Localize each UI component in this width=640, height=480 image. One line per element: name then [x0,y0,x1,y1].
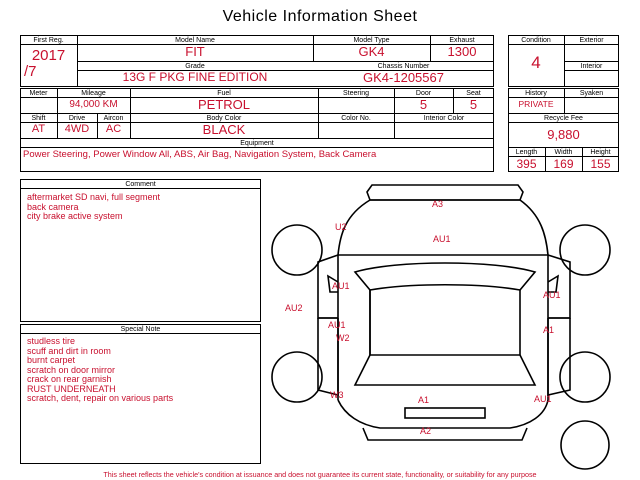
note-line: crack on rear garnish [27,374,112,384]
windshield-outline [355,263,535,290]
damage-mark: AU2 [285,303,303,313]
equipment-label: Equipment [240,140,274,147]
damage-mark: AU1 [332,281,350,291]
roof-outline [370,290,520,355]
history-value: PRIVATE [518,99,554,109]
fuel-value: PETROL [197,97,250,112]
front-bumper-outline [367,185,523,200]
body-color-value: BLACK [202,122,246,137]
model-type-value: GK4 [358,44,385,59]
door-label: Door [415,90,432,97]
damage-mark: A3 [432,199,444,209]
drive-value: 4WD [64,123,90,135]
history-label: History [525,90,547,97]
rear-body-outline [338,400,548,428]
width-value: 169 [553,157,574,171]
shift-label: Shift [31,115,46,122]
recycle-fee-label: Recycle Fee [544,115,583,122]
damage-mark: AU1 [543,290,561,300]
damage-mark: AU1 [328,320,346,330]
wheel-rear-right-icon [560,352,610,402]
mileage-value: 94,000 KM [69,99,118,110]
fuel-label: Fuel [217,90,231,97]
grade-value: 13G F PKG FINE EDITION [122,70,268,84]
damage-mark: W3 [330,390,344,400]
damage-mark: AU1 [534,394,552,404]
damage-mark: A1 [418,395,430,405]
body-color-label: Body Color [206,115,242,122]
wheel-front-right-icon [560,225,610,275]
comment-line: aftermarket SD navi, full segment [27,192,161,202]
height-label: Height [590,149,611,156]
shift-value: AT [31,123,46,135]
model-name-value: FIT [185,44,205,59]
mileage-label: Mileage [81,90,106,97]
seat-value: 5 [469,97,478,112]
spare-tire-icon [561,421,609,469]
rear-window-outline [355,355,535,385]
grade-label: Grade [185,63,205,70]
length-label: Length [515,149,538,156]
car-damage-diagram [268,175,620,470]
damage-mark: A1 [543,325,555,335]
interior-color-label: Interior Color [423,115,465,122]
damage-mark: W2 [336,333,350,343]
width-label: Width [554,149,573,156]
exhaust-value: 1300 [447,44,477,59]
door-value: 5 [419,97,428,112]
page-title: Vehicle Information Sheet [222,8,418,25]
exterior-label: Exterior [579,37,604,44]
drive-label: Drive [68,115,86,122]
special-note-label: Special Note [120,326,161,333]
seat-label: Seat [466,90,481,97]
comment-label: Comment [125,181,156,188]
recycle-fee-value: 9,880 [547,127,580,142]
height-value: 155 [590,157,611,171]
damage-mark: AU1 [433,234,451,244]
exhaust-label: Exhaust [449,37,475,44]
condition-label: Condition [521,37,551,44]
condition-value: 4 [531,53,541,72]
wheel-front-left-icon [272,225,322,275]
note-line: scratch on door mirror [27,364,116,375]
note-line: scratch, dent, repair on various parts [27,393,174,403]
note-line: RUST UNDERNEATH [27,383,116,394]
color-no-label: Color No. [341,115,371,122]
meter-label: Meter [29,90,48,97]
comment-text [27,193,160,222]
syaken-label: Syaken [579,90,604,97]
first-reg-label: First Reg. [33,37,64,44]
wheel-rear-left-icon [272,352,322,402]
comment-line: city brake active system [27,211,123,221]
note-line: scuff and dirt in room [27,345,111,356]
length-value: 395 [516,157,537,171]
model-type-label: Model Type [353,37,390,44]
note-line: studless tire [27,336,76,346]
interior-label: Interior [580,63,603,70]
damage-mark: A2 [420,426,432,436]
chassis-number-value: GK4-1205567 [363,70,444,85]
rear-bumper-outline [363,428,527,440]
aircon-label: Aircon [103,115,124,122]
comment-line: back camera [27,201,79,212]
disclaimer-footer: This sheet reflects the vehicle's condition at issuance and does not guarantee its current state, functionality, or suitability for any purpose [103,470,537,479]
aircon-value: AC [105,123,122,135]
special-note-text [27,337,173,404]
note-line: burnt carpet [27,355,76,365]
equipment-value: Power Steering, Power Window All, ABS, Air Bag, Navigation System, Back Camera [23,149,377,160]
model-name-label: Model Name [175,37,215,44]
first-reg-year: 2017 [31,47,66,64]
chassis-number-label: Chassis Number [377,63,430,70]
damage-mark: U2 [335,222,347,232]
first-reg-month: /7 [24,63,37,80]
steering-label: Steering [342,90,370,97]
